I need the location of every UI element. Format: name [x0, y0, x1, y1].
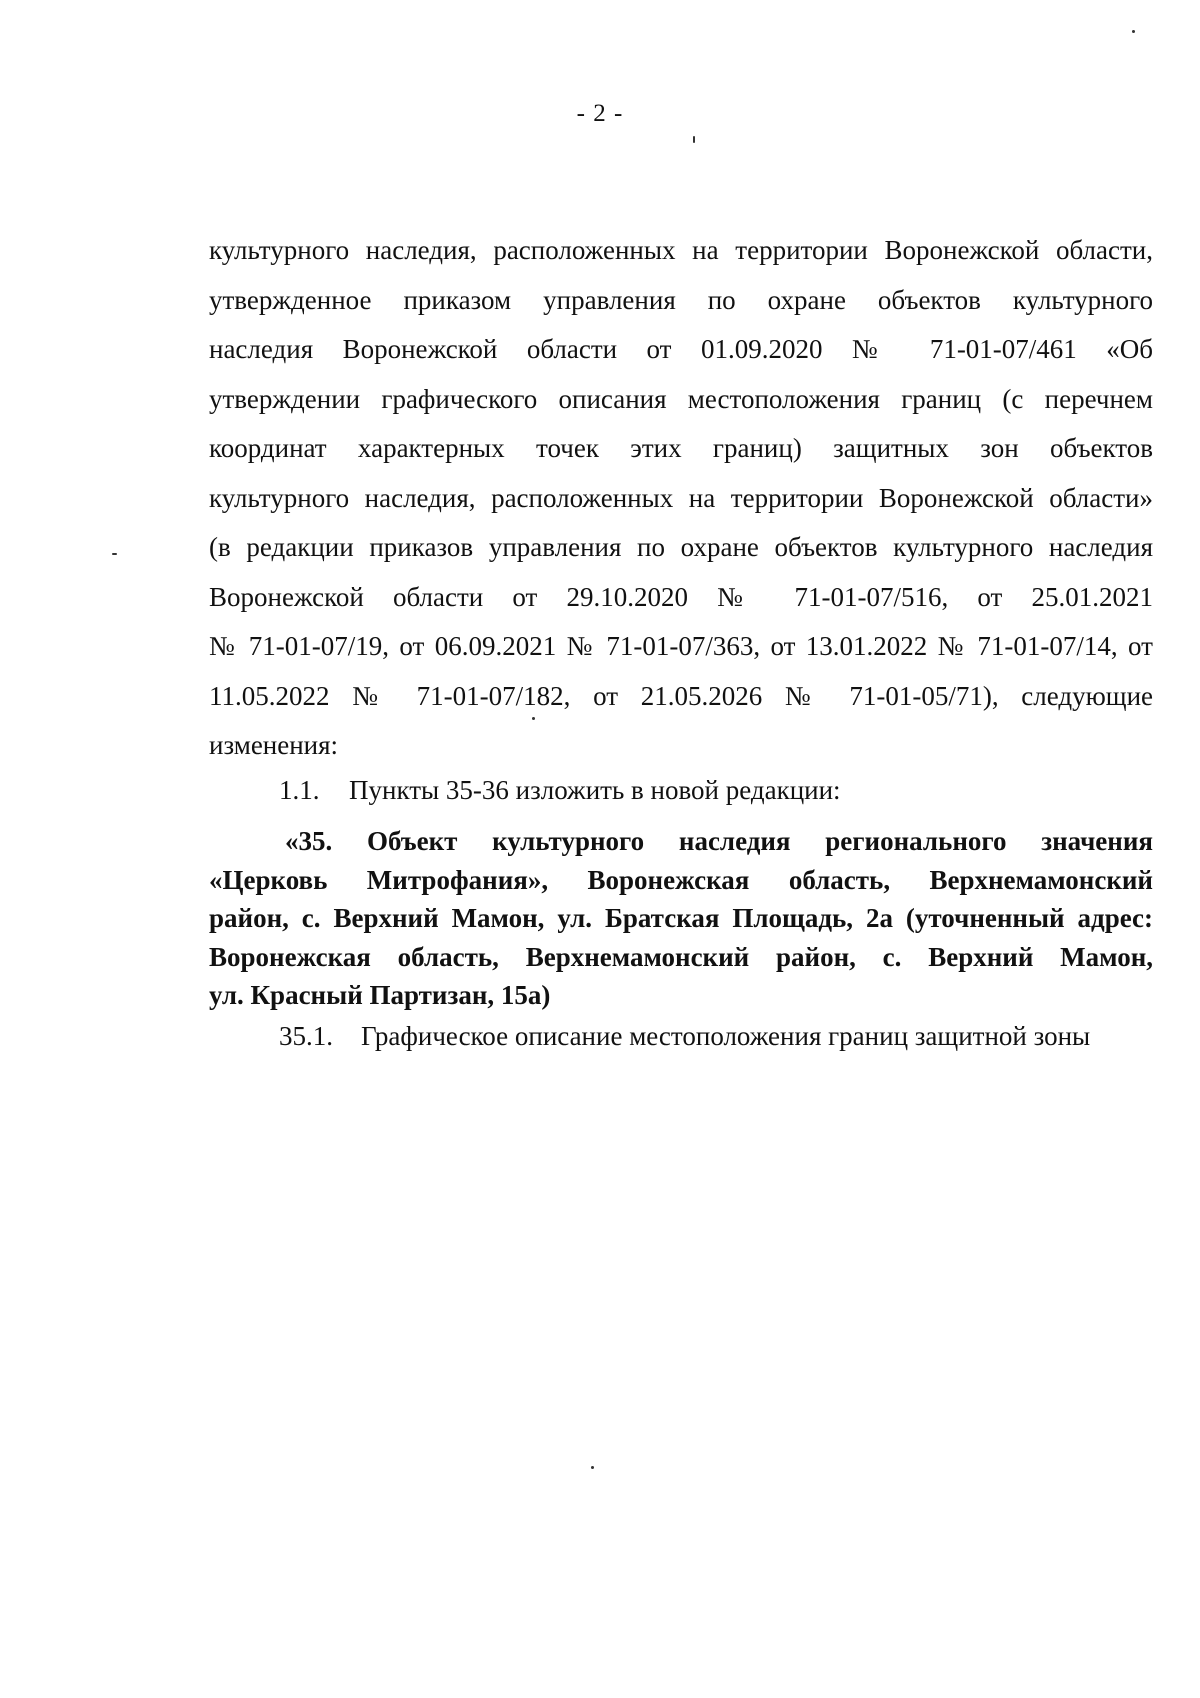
item-number: 35.1. — [279, 1021, 333, 1051]
item-1-1 — [279, 766, 841, 816]
page-number: - 2 - — [576, 100, 624, 127]
body-line: наследия Воронежской области от 01.09.2020 № 71-01-07/461 «Об — [209, 334, 1153, 364]
body-line: изменения: — [209, 730, 339, 760]
scan-speck — [693, 136, 695, 143]
body-line: № 71-01-07/19, от 06.09.2021 № 71-01-07/363, от 13.01.2022 № 71-01-07/14, от — [209, 631, 1153, 661]
heading-line: ул. Красный Партизан, 15а) — [209, 980, 551, 1010]
body-line: координат характерных точек этих границ) защитных зон объектов — [209, 433, 1153, 463]
item-text: Пункты 35-36 изложить в новой редакции: — [349, 775, 841, 805]
body-line: утверждении графического описания местоположения границ (с перечнем — [209, 383, 1153, 414]
item-35-1 — [279, 1012, 1090, 1062]
scan-speck — [1132, 30, 1135, 33]
heading-line: «35. Объект культурного наследия регионального значения — [285, 826, 1153, 856]
body-line: Воронежской области от 29.10.2020 № 71-01-07/516, от 25.01.2021 — [209, 581, 1153, 612]
heading-line: Воронежская область, Верхнемамонский район, с. Верхний Мамон, — [209, 941, 1153, 972]
body-line: утвержденное приказом управления по охране объектов культурного — [209, 284, 1153, 315]
body-line: культурного наследия, расположенных на территории Воронежской области, — [209, 235, 1153, 265]
heading-line: «Церковь Митрофания», Воронежская область, Верхнемамонский — [209, 864, 1153, 895]
scan-speck — [112, 553, 117, 555]
body-line: культурного наследия, расположенных на территории Воронежской области» — [209, 482, 1153, 513]
heading-line: район, с. Верхний Мамон, ул. Братская Площадь, 2а (уточненный адрес: — [209, 903, 1153, 933]
item-35-heading — [209, 822, 1153, 1015]
body-line: 11.05.2022 № 71-01-07/182, от 21.05.2026 № 71-01-05/71), следующие — [209, 680, 1153, 711]
body-line: (в редакции приказов управления по охране объектов культурного наследия — [209, 532, 1153, 562]
body-paragraph — [209, 226, 1153, 771]
scan-speck — [532, 717, 535, 720]
scan-speck — [591, 1466, 594, 1469]
item-text: Графическое описание местоположения границ защитной зоны — [361, 1021, 1091, 1051]
item-number: 1.1. — [279, 775, 320, 805]
